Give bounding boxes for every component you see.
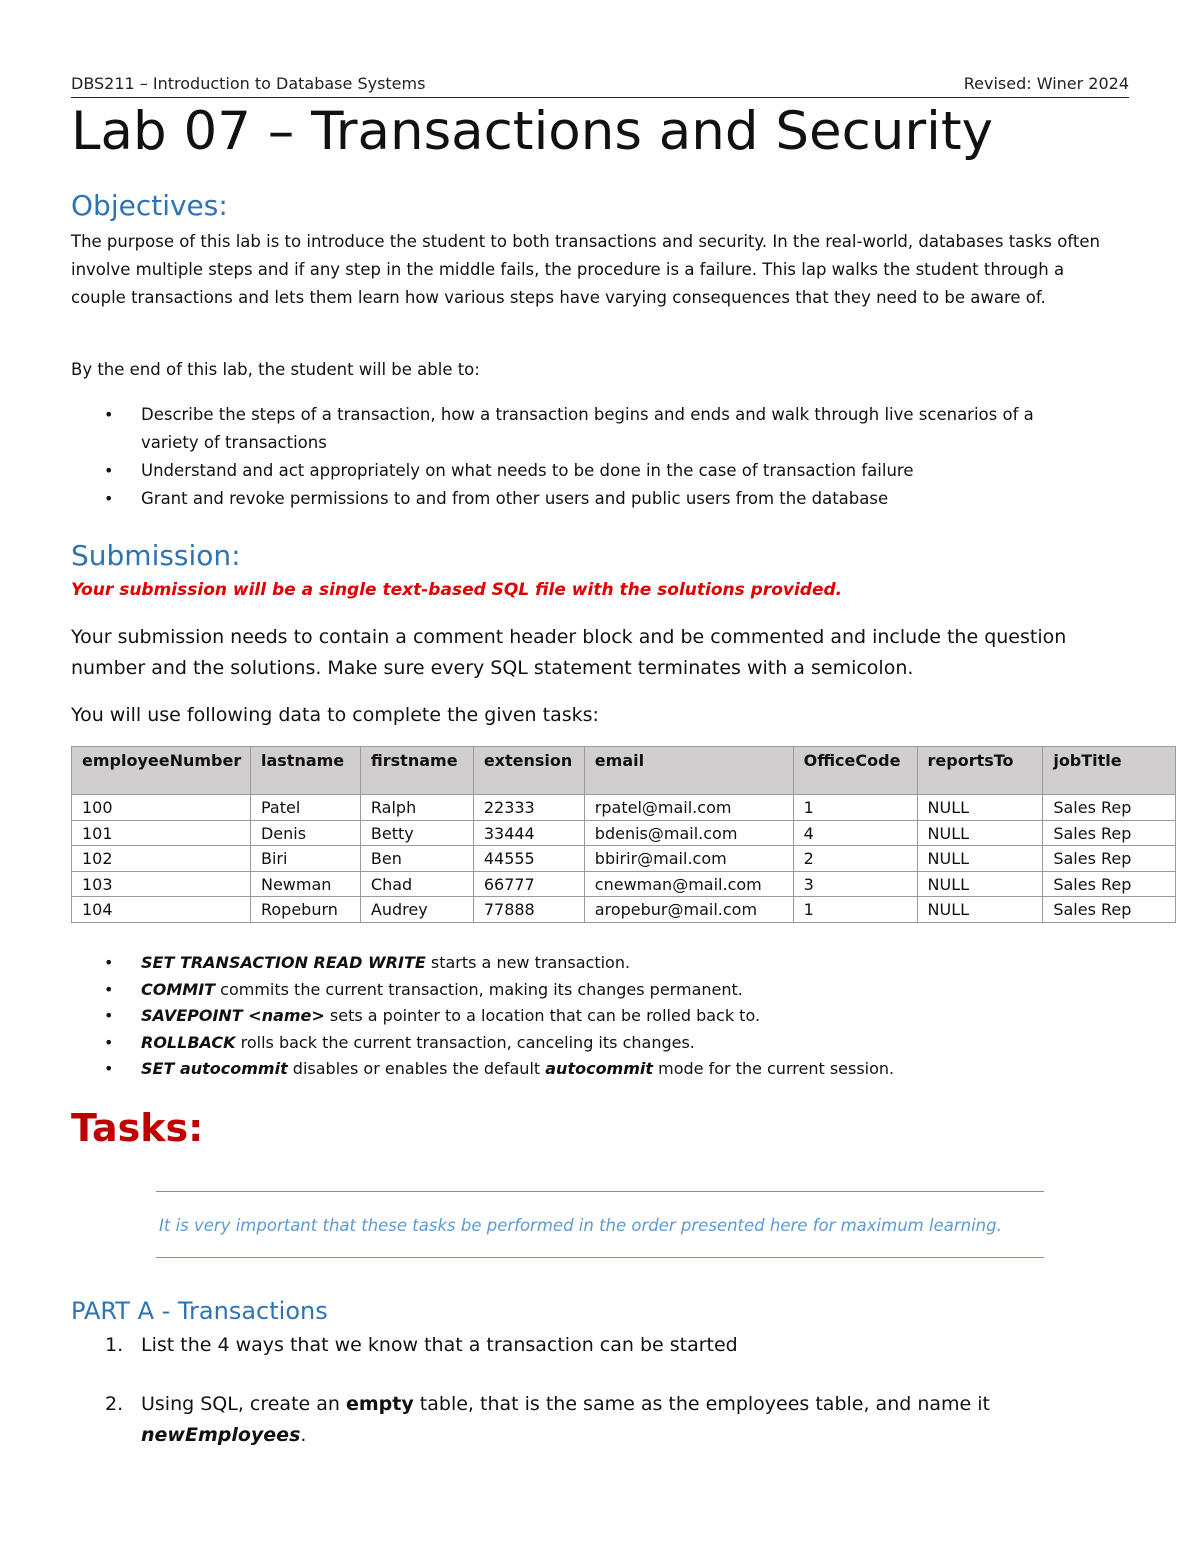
objectives-intro: By the end of this lab, the student will be able to: bbox=[71, 360, 480, 379]
table-cell: 104 bbox=[72, 897, 251, 923]
table-cell: 102 bbox=[72, 846, 251, 872]
tasks-note: It is very important that these tasks be performed in the order presented here for maximum learning. bbox=[159, 1216, 1002, 1235]
list-item: • SAVEPOINT <name> sets a pointer to a location that can be rolled back to. bbox=[71, 1003, 1071, 1030]
column-header: jobTitle bbox=[1043, 747, 1176, 795]
table-row bbox=[72, 871, 1176, 897]
table-cell: 1 bbox=[793, 795, 917, 821]
table-cell: 103 bbox=[72, 871, 251, 897]
table-cell: 33444 bbox=[473, 820, 584, 846]
submission-highlight: Your submission will be a single text-based SQL file with the solutions provided. bbox=[71, 580, 843, 600]
list-item: • SET TRANSACTION READ WRITE starts a new transaction. bbox=[71, 950, 1071, 977]
list-item: • Grant and revoke permissions to and from other users and public users from the database bbox=[71, 485, 1071, 513]
table-cell: 4 bbox=[793, 820, 917, 846]
bullet-icon: • bbox=[104, 461, 114, 480]
table-cell: Denis bbox=[250, 820, 360, 846]
table-cell: 66777 bbox=[473, 871, 584, 897]
page-title: Lab 07 – Transactions and Security bbox=[71, 101, 993, 162]
commands-list bbox=[71, 950, 1071, 1083]
course-name: DBS211 – Introduction to Database Systems bbox=[71, 74, 426, 93]
table-cell: Sales Rep bbox=[1043, 897, 1176, 923]
table-cell: bbirir@mail.com bbox=[584, 846, 793, 872]
bullet-icon: • bbox=[104, 953, 114, 972]
list-item: • COMMIT commits the current transaction, making its changes permanent. bbox=[71, 977, 1071, 1004]
submission-heading: Submission: bbox=[71, 539, 241, 572]
table-row bbox=[72, 846, 1176, 872]
list-item: • SET autocommit disables or enables the default autocommit mode for the current session. bbox=[71, 1056, 1071, 1083]
revision-date: Revised: Winer 2024 bbox=[963, 74, 1129, 93]
table-cell: 22333 bbox=[473, 795, 584, 821]
table-cell: bdenis@mail.com bbox=[584, 820, 793, 846]
data-intro: You will use following data to complete the given tasks: bbox=[71, 704, 599, 726]
table-cell: Newman bbox=[250, 871, 360, 897]
table-cell: NULL bbox=[917, 820, 1043, 846]
table-cell: 101 bbox=[72, 820, 251, 846]
quote-divider-top bbox=[156, 1191, 1044, 1192]
page-header bbox=[71, 72, 1129, 98]
part-a-heading: PART A - Transactions bbox=[71, 1297, 328, 1325]
table-cell: Chad bbox=[360, 871, 473, 897]
table-cell: aropebur@mail.com bbox=[584, 897, 793, 923]
table-cell: Ropeburn bbox=[250, 897, 360, 923]
quote-divider-bottom bbox=[156, 1257, 1044, 1258]
table-cell: Ben bbox=[360, 846, 473, 872]
table-cell: cnewman@mail.com bbox=[584, 871, 793, 897]
column-header: OfficeCode bbox=[793, 747, 917, 795]
task-number: 1. bbox=[105, 1334, 124, 1356]
table-cell: Betty bbox=[360, 820, 473, 846]
table-cell: rpatel@mail.com bbox=[584, 795, 793, 821]
table-cell: NULL bbox=[917, 871, 1043, 897]
column-header: lastname bbox=[250, 747, 360, 795]
table-header-row bbox=[72, 747, 1176, 795]
table-cell: 2 bbox=[793, 846, 917, 872]
bullet-icon: • bbox=[104, 1032, 114, 1052]
table-cell: 1 bbox=[793, 897, 917, 923]
table-cell: Biri bbox=[250, 846, 360, 872]
bullet-icon: • bbox=[104, 979, 114, 999]
table-cell: 44555 bbox=[473, 846, 584, 872]
column-header: email bbox=[584, 747, 793, 795]
list-item: 1. List the 4 ways that we know that a transaction can be started bbox=[71, 1330, 1071, 1361]
table-cell: Sales Rep bbox=[1043, 795, 1176, 821]
table-cell: 77888 bbox=[473, 897, 584, 923]
table-cell: NULL bbox=[917, 897, 1043, 923]
list-item: • ROLLBACK rolls back the current transaction, canceling its changes. bbox=[71, 1030, 1071, 1057]
table-row bbox=[72, 795, 1176, 821]
table-cell: NULL bbox=[917, 795, 1043, 821]
objectives-paragraph: The purpose of this lab is to introduce the student to both transactions and security. In the real-world, databases tasks often involve multiple steps and if any step in the middle fails, the procedure is a failure. This lap walks the student through a couple transactions and lets them learn how various steps have varying consequences that they need to be aware of. bbox=[71, 232, 1100, 307]
list-item: • Describe the steps of a transaction, how a transaction begins and ends and walk through live scenarios of a variety of transactions bbox=[71, 401, 1071, 457]
list-item: • Understand and act appropriately on what needs to be done in the case of transaction failure bbox=[71, 457, 1071, 485]
list-item: 2. Using SQL, create an empty table, that is the same as the employees table, and name it newEmployees. bbox=[71, 1389, 1071, 1451]
table-cell: Ralph bbox=[360, 795, 473, 821]
objectives-list bbox=[71, 401, 1071, 513]
submission-paragraph: Your submission needs to contain a comment header block and be commented and include the question number and the solutions. Make sure every SQL statement terminates with a semicolon. bbox=[71, 626, 1067, 679]
tasks-heading: Tasks: bbox=[71, 1106, 204, 1150]
table-cell: Sales Rep bbox=[1043, 820, 1176, 846]
table-cell: 100 bbox=[72, 795, 251, 821]
table-cell: Sales Rep bbox=[1043, 846, 1176, 872]
bullet-icon: • bbox=[104, 405, 114, 424]
column-header: firstname bbox=[360, 747, 473, 795]
bullet-icon: • bbox=[104, 1059, 114, 1078]
bullet-icon: • bbox=[104, 1006, 114, 1025]
task-number: 2. bbox=[105, 1393, 124, 1415]
column-header: extension bbox=[473, 747, 584, 795]
table-row bbox=[72, 897, 1176, 923]
table-cell: NULL bbox=[917, 846, 1043, 872]
column-header: reportsTo bbox=[917, 747, 1043, 795]
employees-table bbox=[71, 746, 1176, 923]
table-cell: 3 bbox=[793, 871, 917, 897]
column-header: employeeNumber bbox=[72, 747, 251, 795]
task-list bbox=[71, 1330, 1071, 1451]
table-cell: Sales Rep bbox=[1043, 871, 1176, 897]
table-row bbox=[72, 820, 1176, 846]
objectives-heading: Objectives: bbox=[71, 189, 228, 222]
bullet-icon: • bbox=[104, 489, 114, 508]
table-cell: Audrey bbox=[360, 897, 473, 923]
table-cell: Patel bbox=[250, 795, 360, 821]
